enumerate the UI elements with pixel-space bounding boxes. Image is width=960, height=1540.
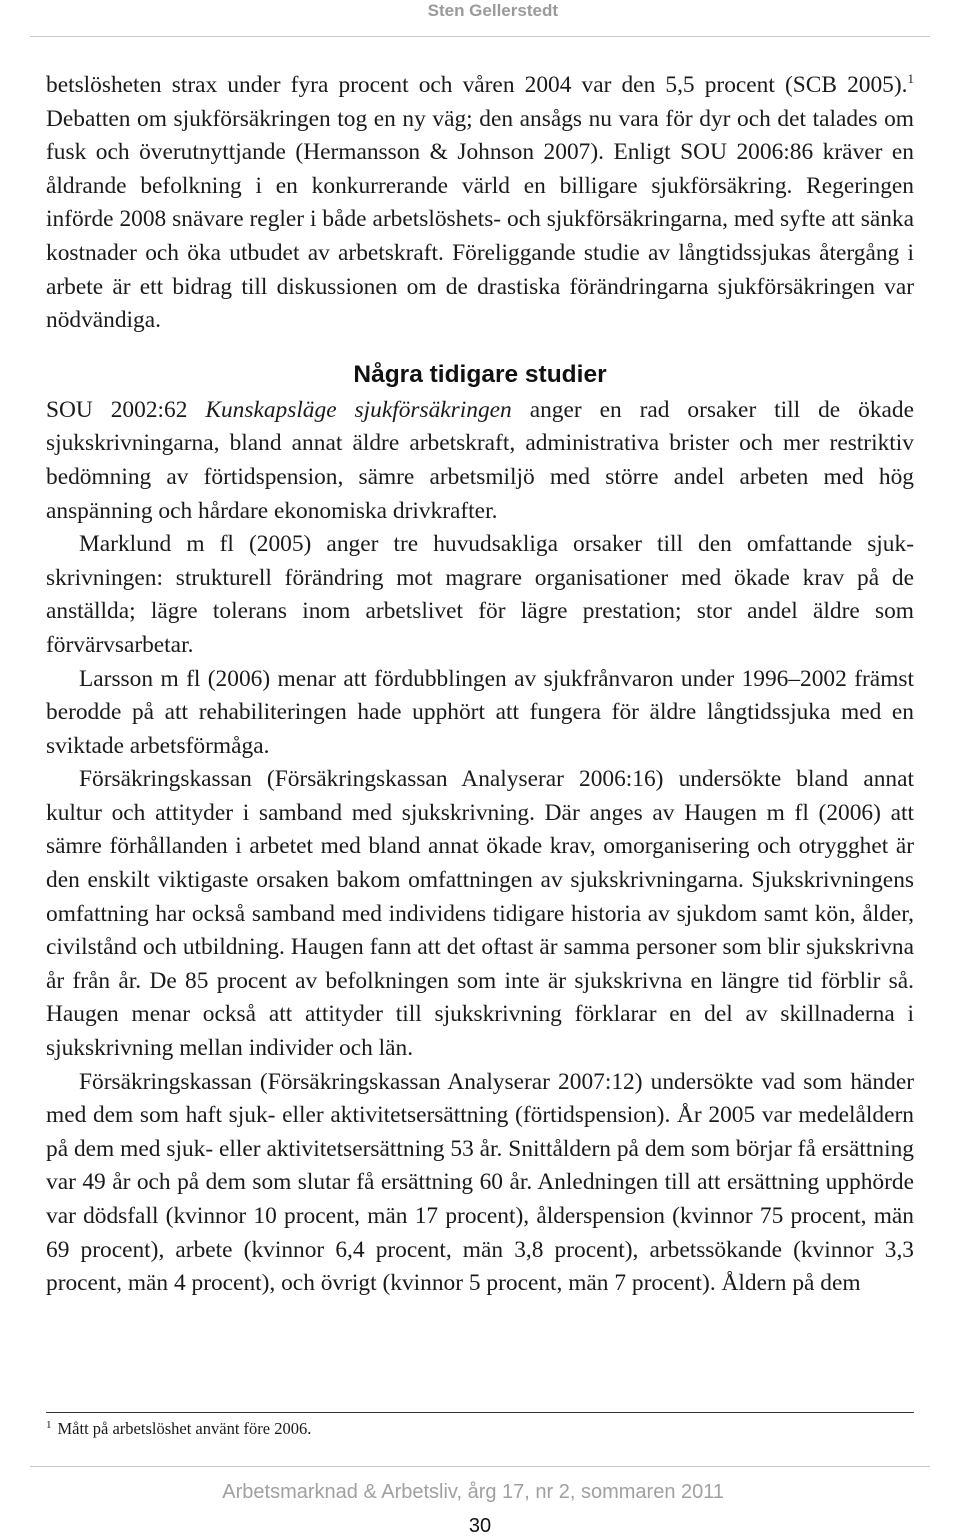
footnote-text: Mått på arbetslöshet använt före 2006. bbox=[57, 1419, 312, 1438]
footnote-marker: 1 bbox=[46, 1419, 52, 1431]
journal-citation: Arbetsmarknad & Arbetsliv, årg 17, nr 2, sommaren 2011 bbox=[222, 1481, 724, 1503]
section-paragraph: Försäkringskassan (Försäkringskassan Analyserar 2007:12) undersökte vad som händer med dem som haft sjuk- eller aktivitetsersättning (förtidspension). År 2005 var medelåldern på dem med sjuk- eller aktivitetsersättning 53 år. Snittåldern på dem som börjar få ersättning var 49 år och på dem som slutar få ersättning 60 år. Anledningen till att ersättning upphörde var dödsfall (kvinnor 10 procent, män 17 procent), ålderspension (kvinnor 75 procent, män 69 procent), arbete (kvinnor 6,4 procent, män 3,8 procent), arbetssökande (kvinnor 3,3 procent, män 4 procent), och övrigt (kvinnor 5 procent, män 7 procent). Åldern på dem bbox=[46, 1068, 914, 1297]
body-text bbox=[46, 69, 914, 1301]
footer-rule bbox=[30, 1466, 930, 1467]
section-paragraph-first bbox=[46, 394, 914, 528]
report-title-italic: Kunskapsläge sjukförsäkringen bbox=[205, 396, 512, 423]
section-paragraph: Marklund m fl (2005) anger tre huvudsakliga orsaker till den omfattande sjukskrivningen: strukturell förändring mot magrare organisationer med ökade krav på de anställda; lägre tolerans inom arbetslivet för lägre prestation; stor andel äldre som förvärvsarbetar. bbox=[46, 531, 914, 658]
intro-text-before: betslösheten strax under fyra procent och våren 2004 var den 5,5 procent (SCB 2005). bbox=[46, 72, 908, 98]
section-heading: Några tidigare studier bbox=[353, 360, 607, 388]
intro-text-after: Debatten om sjukförsäkringen tog en ny väg; den ansågs nu vara för dyr och det talades om fusk och överutnyttjande (Hermansson & Johnson 2007). Enligt SOU 2006:86 kräver en åldrande befolkning i en konkurrerande värld en billigare sjukförsäkring. Regeringen införde 2008 snävare regler i både arbetslöshets- och sjukförsäkringarna, med syfte att sänka kostnader och öka utbudet av arbetskraft. Föreliggande studie av långtidssjukas återgång i arbete är ett bidrag till diskussionen om de drastiska förändringarna sjukförsäkringen var nödvändiga. bbox=[46, 105, 914, 334]
footnote bbox=[46, 1418, 914, 1440]
first-paragraph-rest: anger en rad orsaker till de ökade sjukskrivningarna, bland annat äldre arbetskraft, administrativa brister och mer restriktiv bedömning av förtidspension, sämre arbetsmiljö med större andel arbeten med hög anspänning och hårdare ekonomiska drivkrafter. bbox=[46, 396, 914, 524]
footnote-reference: 1 bbox=[907, 71, 914, 86]
first-paragraph-lead: SOU 2002:62 bbox=[46, 396, 206, 423]
footnote-rule bbox=[46, 1412, 914, 1413]
header-rule bbox=[30, 36, 930, 37]
section-paragraph: Larsson m fl (2006) menar att fördubblingen av sjukfrånvaron under 1996–2002 främst berodde på att rehabiliteringen hade upphört att fungera för äldre långtidssjuka med en sviktade arbetsförmåga. bbox=[46, 665, 914, 759]
running-head: Sten Gellerstedt bbox=[427, 1, 558, 20]
page-number: 30 bbox=[468, 1515, 492, 1537]
section-paragraph: Försäkringskassan (Försäkringskassan Analyserar 2006:16) undersökte bland annat kultur och attityder i samband med sjukskrivning. Där anges av Haugen m fl (2006) att sämre förhållanden i arbetet med bland annat ökade krav, omorganisering och otrygghet är den enskilt viktigaste orsaken bakom omfattningen av sjukskrivningarna. Sjukskrivningens omfattning har också samband med individens tidigare historia av sjukdom samt kön, ålder, civilstånd och utbildning. Haugen fann att det oftast är samma personer som blir sjukskrivna år från år. De 85 procent av befolkningen som inte är sjukskrivna en längre tid förblir så. Haugen menar också att attityder till sjukskrivning förklarar en del av skillnaderna i sjukskrivning mellan individer och län. bbox=[46, 766, 914, 1062]
intro-paragraph bbox=[46, 69, 914, 338]
